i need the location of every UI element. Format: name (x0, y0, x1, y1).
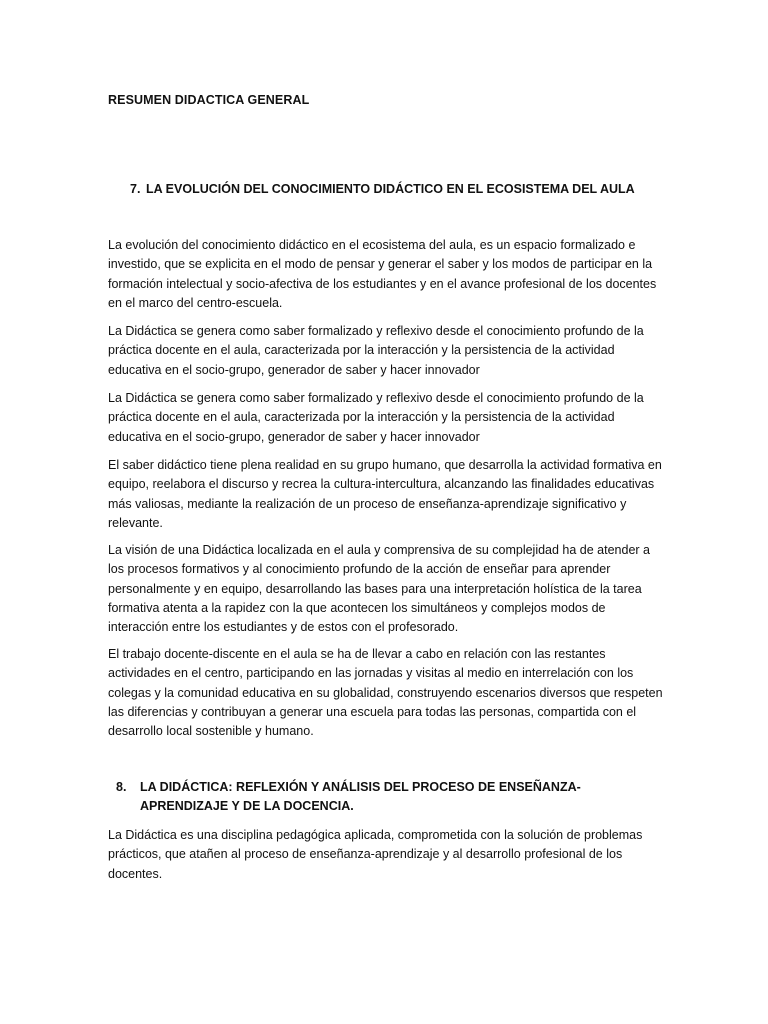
document-title: RESUMEN DIDACTICA GENERAL (108, 93, 310, 107)
section-8-number: 8. (116, 780, 127, 794)
paragraph: La Didáctica es una disciplina pedagógica aplicada, comprometida con la solución de problemas prácticos, que atañen al proceso de enseñanza-aprendizaje y al desarrollo profesional de los docentes. (108, 828, 643, 881)
section-8-title: LA DIDÁCTICA: REFLEXIÓN Y ANÁLISIS DEL PROCESO DE ENSEÑANZA-APRENDIZAJE Y DE LA DOCENCIA. (140, 780, 581, 813)
paragraph: El saber didáctico tiene plena realidad en su grupo humano, que desarrolla la actividad formativa en equipo, reelabora el discurso y recrea la cultura-intercultura, alcanzando las finalidades educativas más valiosas, mediante la realización de un proceso de enseñanza-aprendizaje significativo y relevante. (108, 458, 662, 530)
section-8-heading (116, 778, 676, 816)
section-7-heading (130, 180, 690, 199)
paragraph: La visión de una Didáctica localizada en el aula y comprensiva de su complejidad ha de atender a los procesos formativos y al conocimiento profundo de la acción de enseñar para aprender personalmente y en equipo, desarrollando las bases para una interpretación holística de la tarea formativa atenta a la rapidez con la que acontecen los simultáneos y complejos modos de interacción entre los estudiantes y de estos con el profesorado. (108, 543, 651, 635)
paragraph: La Didáctica se genera como saber formalizado y reflexivo desde el conocimiento profundo de la práctica docente en el aula, caracterizada por la interacción y la persistencia de la actividad educativa en el socio-grupo, generador de saber y hacer innovador (108, 391, 644, 444)
paragraph: La evolución del conocimiento didáctico en el ecosistema del aula, es un espacio formalizado e investido, que se explicita en el modo de pensar y generar el saber y los modos de participar en la formación intelectual y socio-afectiva de los estudiantes y en el avance profesional de los docentes en el marco del centro-escuela. (108, 238, 657, 310)
section-7-number: 7. (130, 182, 141, 196)
section-7-title: LA EVOLUCIÓN DEL CONOCIMIENTO DIDÁCTICO EN EL ECOSISTEMA DEL AULA (146, 182, 635, 196)
paragraph: El trabajo docente-discente en el aula se ha de llevar a cabo en relación con las restantes actividades en el centro, participando en las jornadas y visitas al medio en interrelación con los colegas y la comunidad educativa en su globalidad, construyendo escenarios diversos que respeten las diferencias y contribuyan a generar una escuela para todas las personas, compartida con el desarrollo local sostenible y humano. (108, 647, 663, 739)
paragraph: La Didáctica se genera como saber formalizado y reflexivo desde el conocimiento profundo de la práctica docente en el aula, caracterizada por la interacción y la persistencia de la actividad educativa en el socio-grupo, generador de saber y hacer innovador (108, 324, 644, 377)
